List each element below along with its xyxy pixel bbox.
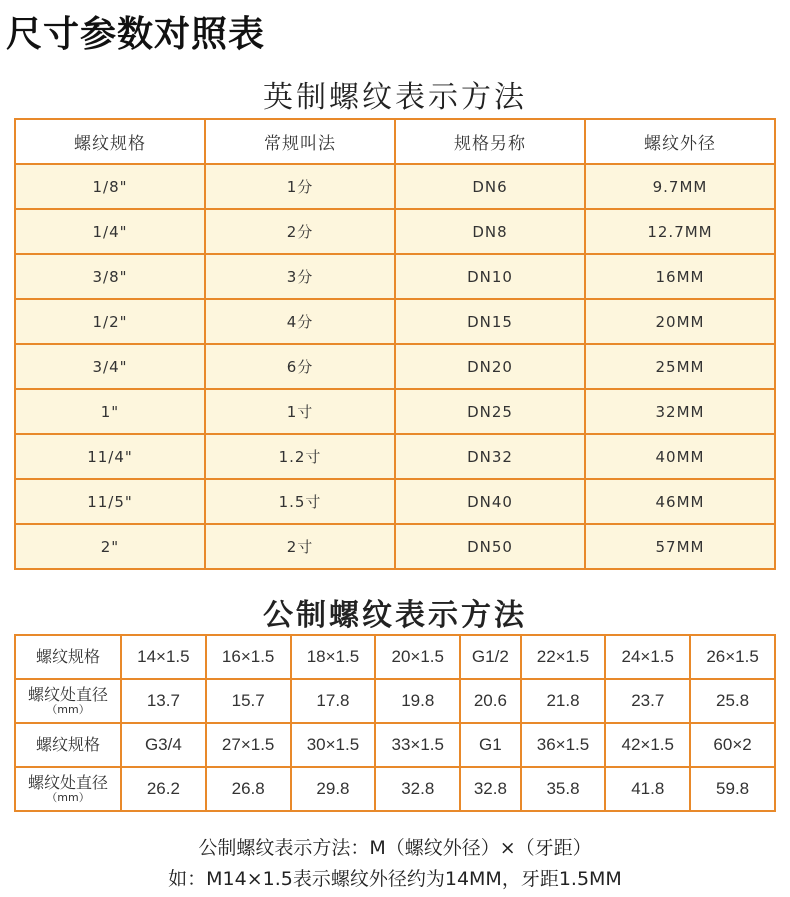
table-cell: DN8 — [395, 209, 585, 254]
header-cell: 常规叫法 — [205, 119, 395, 164]
table-cell: DN32 — [395, 434, 585, 479]
table-cell: 22×1.5 — [521, 635, 606, 679]
table-cell: 20×1.5 — [375, 635, 460, 679]
diameter-unit: （mm） — [46, 703, 90, 716]
table-cell: 19.8 — [375, 679, 460, 723]
table-cell: 26×1.5 — [690, 635, 775, 679]
table-cell: 14×1.5 — [121, 635, 206, 679]
table-cell: 11/5" — [15, 479, 205, 524]
table-cell: 41.8 — [605, 767, 690, 811]
table-cell: 1" — [15, 389, 205, 434]
table-cell: DN15 — [395, 299, 585, 344]
table-row — [15, 209, 775, 254]
table-cell: 2" — [15, 524, 205, 569]
table-cell: DN50 — [395, 524, 585, 569]
table-cell: 2分 — [205, 209, 395, 254]
metric-example-note: 如：M14×1.5表示螺纹外径约为14MM，牙距1.5MM — [168, 868, 622, 890]
table-row — [15, 679, 775, 723]
table-cell: 40MM — [585, 434, 775, 479]
table-row — [15, 299, 775, 344]
table-cell: DN10 — [395, 254, 585, 299]
table-cell: 30×1.5 — [291, 723, 376, 767]
table-cell: 1.2寸 — [205, 434, 395, 479]
table-cell: 2寸 — [205, 524, 395, 569]
table-cell: 12.7MM — [585, 209, 775, 254]
table-cell: 18×1.5 — [291, 635, 376, 679]
table-cell: 11/4" — [15, 434, 205, 479]
table-cell: 9.7MM — [585, 164, 775, 209]
table-cell: 29.8 — [291, 767, 376, 811]
diameter-unit: （mm） — [46, 791, 90, 804]
table-cell: 26.2 — [121, 767, 206, 811]
imperial-thread-table — [14, 118, 776, 570]
table-cell: 35.8 — [521, 767, 606, 811]
table-cell: G1/2 — [460, 635, 520, 679]
table-row — [15, 254, 775, 299]
table-row — [15, 389, 775, 434]
diameter-label: 螺纹处直径 — [27, 773, 108, 792]
table-cell: 20MM — [585, 299, 775, 344]
table-cell: 6分 — [205, 344, 395, 389]
table-cell: 25MM — [585, 344, 775, 389]
table-cell: 32.8 — [460, 767, 520, 811]
table-cell: 27×1.5 — [206, 723, 291, 767]
table-cell: 1寸 — [205, 389, 395, 434]
table-cell: 59.8 — [690, 767, 775, 811]
table-cell: DN20 — [395, 344, 585, 389]
table-cell: 46MM — [585, 479, 775, 524]
table-cell: DN6 — [395, 164, 585, 209]
table-cell: 32MM — [585, 389, 775, 434]
table-cell: 1分 — [205, 164, 395, 209]
metric-notation-note: 公制螺纹表示方法：M（螺纹外径）×（牙距） — [198, 837, 592, 859]
table-cell: G1 — [460, 723, 520, 767]
table-row — [15, 524, 775, 569]
table-cell: 4分 — [205, 299, 395, 344]
table-row — [15, 344, 775, 389]
header-cell: 螺纹规格 — [15, 119, 205, 164]
header-cell: 规格另称 — [395, 119, 585, 164]
table-cell: 1.5寸 — [205, 479, 395, 524]
table-row — [15, 767, 775, 811]
table-cell: G3/4 — [121, 723, 206, 767]
table-row — [15, 164, 775, 209]
table-row — [15, 479, 775, 524]
table-cell: 17.8 — [291, 679, 376, 723]
table-cell: 3/8" — [15, 254, 205, 299]
diameter-label: 螺纹处直径 — [27, 685, 108, 704]
table-cell: 24×1.5 — [605, 635, 690, 679]
header-cell: 螺纹外径 — [585, 119, 775, 164]
row-label-diameter — [15, 767, 121, 811]
imperial-section-title: 英制螺纹表示方法 — [263, 80, 527, 115]
table-row — [15, 434, 775, 479]
table-cell: 60×2 — [690, 723, 775, 767]
table-cell: 16×1.5 — [206, 635, 291, 679]
table-cell: 1/2" — [15, 299, 205, 344]
metric-section-title: 公制螺纹表示方法 — [263, 598, 527, 633]
table-cell: 21.8 — [521, 679, 606, 723]
table-cell: 32.8 — [375, 767, 460, 811]
table-cell: 33×1.5 — [375, 723, 460, 767]
table-cell: 42×1.5 — [605, 723, 690, 767]
page-title: 尺寸参数对照表 — [6, 13, 266, 55]
table-cell: 16MM — [585, 254, 775, 299]
row-label-spec: 螺纹规格 — [15, 723, 121, 767]
row-label-diameter — [15, 679, 121, 723]
table-cell: 1/4" — [15, 209, 205, 254]
table-cell: 3/4" — [15, 344, 205, 389]
metric-thread-table — [14, 634, 776, 812]
table-cell: DN40 — [395, 479, 585, 524]
table-cell: 20.6 — [460, 679, 520, 723]
table-cell: 15.7 — [206, 679, 291, 723]
table-cell: 13.7 — [121, 679, 206, 723]
table-cell: 1/8" — [15, 164, 205, 209]
table-row — [15, 635, 775, 679]
table-cell: 57MM — [585, 524, 775, 569]
table-cell: DN25 — [395, 389, 585, 434]
row-label-spec: 螺纹规格 — [15, 635, 121, 679]
table-cell: 26.8 — [206, 767, 291, 811]
table-cell: 25.8 — [690, 679, 775, 723]
table-cell: 23.7 — [605, 679, 690, 723]
table-cell: 36×1.5 — [521, 723, 606, 767]
table-cell: 3分 — [205, 254, 395, 299]
table-header-row — [15, 119, 775, 164]
table-row — [15, 723, 775, 767]
